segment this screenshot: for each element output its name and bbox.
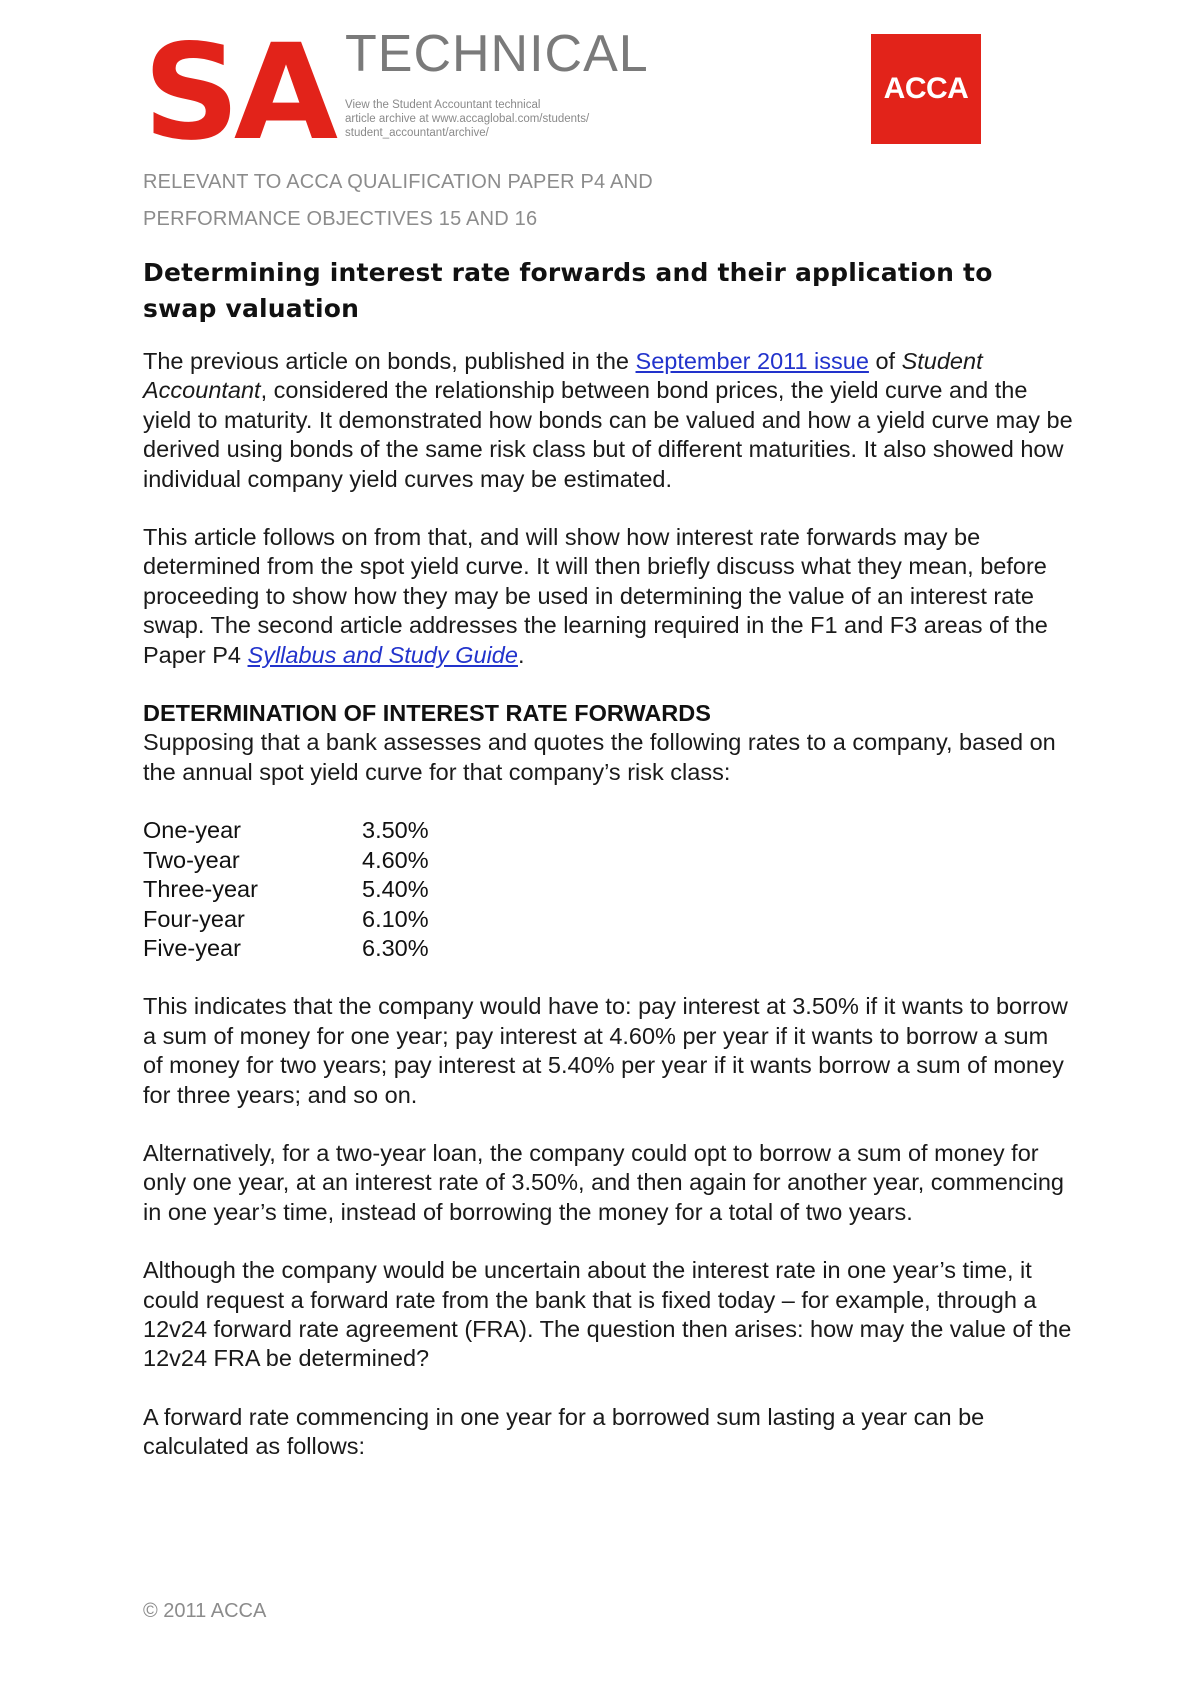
sa-logo: SA: [143, 16, 332, 170]
rate-row: [143, 846, 1073, 875]
relevance-line: PERFORMANCE OBJECTIVES 15 AND 16: [143, 208, 538, 230]
rate-row: [143, 934, 1073, 963]
paragraph: A forward rate commencing in one year for a borrowed sum lasting a year can be calculated as follows:: [143, 1403, 985, 1460]
paragraph: [143, 523, 1073, 670]
paragraph-text: This article follows on from that, and will show how interest rate forwards may be determined from the spot yield curve. It will then briefly discuss what they mean, before proceeding to show how they may be used in determining the value of an interest rate swap. The second article addresses the learning required in the F1 and F3 areas of the Paper P4: [143, 524, 1048, 668]
spot-rates-list: [143, 816, 1073, 963]
publication-name: Student Accountant: [143, 348, 983, 404]
rate-term: Two-year: [143, 846, 240, 873]
article-body: [143, 255, 1073, 1462]
paragraph-text: .: [517, 641, 525, 668]
rate-value: 6.10%: [362, 905, 429, 932]
rate-row: [143, 816, 1073, 845]
relevance-line: RELEVANT TO ACCA QUALIFICATION PAPER P4 AND: [143, 171, 653, 193]
intro-text: The previous article on bonds, published in the: [143, 348, 636, 374]
rate-term: One-year: [143, 817, 241, 844]
rate-term: Four-year: [143, 905, 245, 932]
section-intro: Supposing that a bank assesses and quotes the following rates to a company, based on the annual spot yield curve for that company’s risk class:: [143, 729, 1056, 785]
intro-text: of: [868, 348, 902, 374]
rate-value: 5.40%: [362, 876, 429, 903]
rate-term: Five-year: [143, 934, 241, 961]
section-heading: DETERMINATION OF INTEREST RATE FORWARDS: [143, 700, 711, 727]
syllabus-link-text: Syllabus and Study Guide: [247, 641, 518, 668]
article-title: Determining interest rate forwards and their application to swap valuation: [143, 258, 993, 323]
archive-note: [345, 98, 665, 140]
intro-text: , considered the relationship between bond prices, the yield curve and the yield to maturity. It demonstrated how bonds can be valued and how a yield curve may be derived using bonds of the same risk class but of different maturities. It also showed how individual company yield curves may be estimated.: [143, 377, 1073, 492]
rate-value: 4.60%: [362, 846, 429, 873]
rate-value: 3.50%: [362, 817, 429, 844]
paragraph: Although the company would be uncertain about the interest rate in one year’s time, it could request a forward rate from the bank that is fixed today – for example, through a 12v24 forward rate agreement (FRA). The question then arises: how may the value of the 12v24 FRA be determined?: [143, 1257, 1072, 1372]
archive-line: article archive at www.accaglobal.com/students/: [345, 113, 590, 125]
syllabus-link[interactable]: [248, 642, 518, 668]
rate-term: Three-year: [143, 876, 258, 903]
paragraph: This indicates that the company would have to: pay interest at 3.50% if it wants to borrow a sum of money for one year; pay interest at 4.60% per year if it wants to borrow a sum of money for two years; pay interest at 5.40% per year if it wants borrow a sum of money for three years; and so on.: [143, 993, 1068, 1108]
archive-line: student_accountant/archive/: [345, 127, 489, 139]
september-issue-link[interactable]: September 2011 issue: [635, 348, 869, 374]
rate-row: [143, 875, 1073, 904]
intro-paragraph: [143, 347, 1073, 494]
archive-line: View the Student Accountant technical: [345, 99, 541, 111]
acca-logo: ACCA: [871, 34, 981, 144]
paragraph: Alternatively, for a two-year loan, the company could opt to borrow a sum of money for only one year, at an interest rate of 3.50%, and then again for another year, commencing in one year’s time, instead of borrowing the money for a total of two years.: [143, 1139, 1064, 1225]
rate-row: [143, 905, 1073, 934]
section-title: TECHNICAL: [345, 25, 649, 83]
rate-value: 6.30%: [362, 934, 429, 961]
relevance-note: [143, 164, 653, 238]
copyright-footer: © 2011 ACCA: [143, 1600, 267, 1622]
